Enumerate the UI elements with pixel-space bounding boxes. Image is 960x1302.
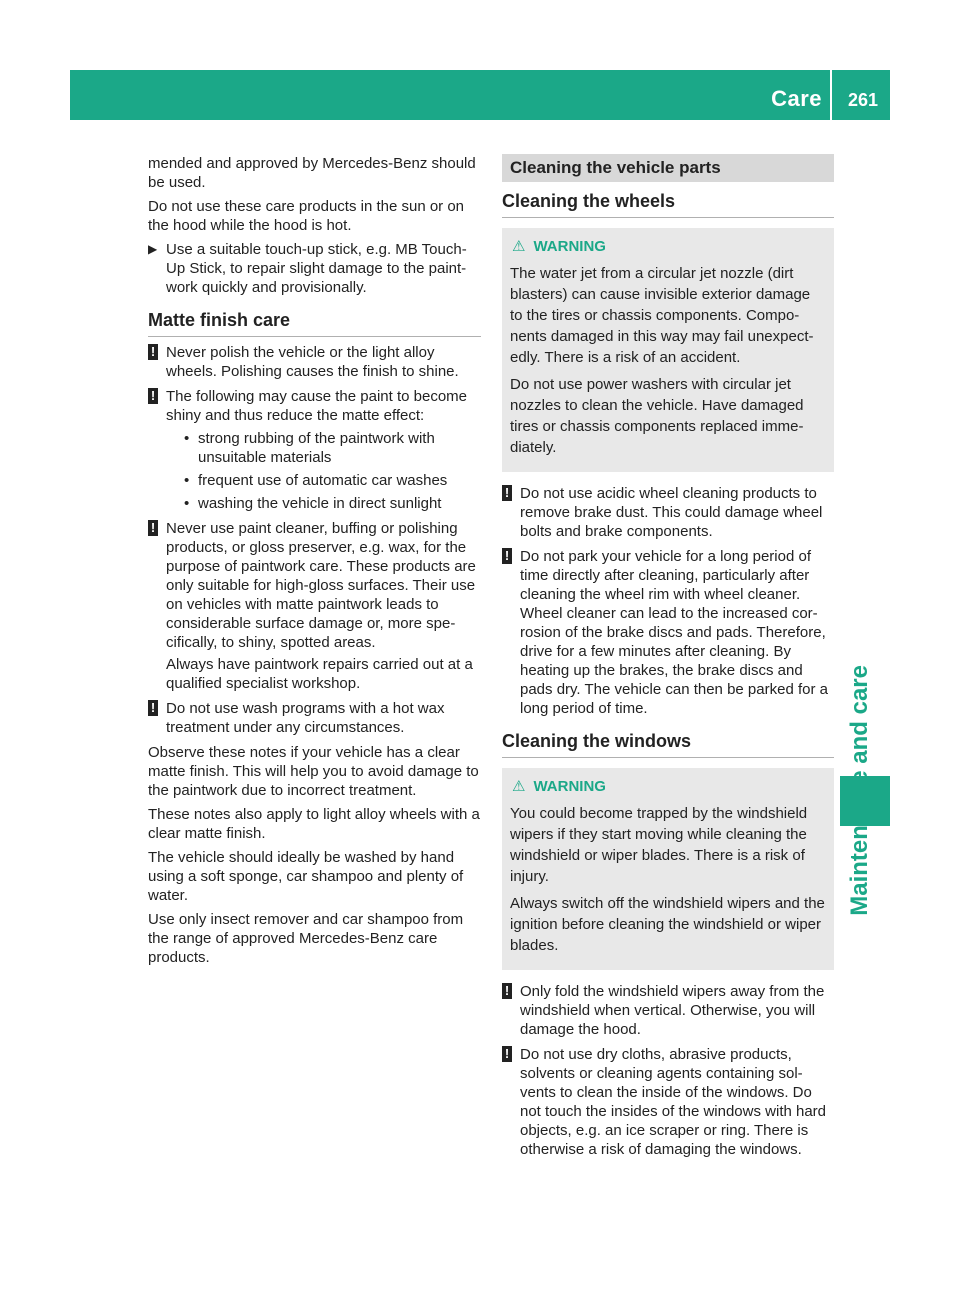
caution-note [502, 547, 834, 718]
warning-text: Always switch off the windshield wipers and the ignition before cleaning the windshield or wiper blades. [510, 895, 825, 954]
exclamation-icon: ! [502, 485, 512, 501]
body-paragraph: Use only insect remover and car shampoo from the range of approved Mercedes-Benz care products. [148, 911, 464, 966]
note-text: Only fold the windshield wipers away from the windshield when vertical. Otherwise, you will damage the hood. [520, 983, 825, 1038]
warning-box [502, 228, 834, 472]
bullet-icon: • [184, 430, 190, 447]
header-bar [70, 70, 890, 120]
side-tab [840, 160, 890, 1290]
caution-note [148, 387, 481, 513]
warning-text: Do not use power washers with circular jet nozzles to clean the vehicle. Have damaged tires or chassis components replaced imme-diately. [510, 376, 804, 456]
exclamation-icon: ! [148, 520, 158, 536]
intro-paragraph: mended and approved by Mercedes-Benz should be used. [148, 155, 476, 191]
side-tab-marker [840, 776, 890, 826]
exclamation-icon: ! [148, 388, 158, 404]
page-number: 261 [847, 90, 878, 110]
right-column [502, 154, 834, 1165]
body-paragraph: These notes also apply to light alloy wheels with a clear matte finish. [148, 806, 480, 842]
caution-note [148, 519, 481, 693]
note-text: Do not use wash programs with a hot wax treatment under any circumstances. [166, 700, 445, 736]
instruction-text: Use a suitable touch-up stick, e.g. MB Touch-Up Stick, to repair slight damage to the paint-work quickly and provisionally. [166, 241, 467, 296]
heading-matte-finish: Matte finish care [148, 311, 481, 337]
bullet-icon: • [184, 472, 190, 489]
warning-icon: ⚠ [512, 238, 526, 255]
body-paragraph: The vehicle should ideally be washed by hand using a soft sponge, car shampoo and plenty of water. [148, 849, 464, 904]
bullet-list [184, 429, 481, 513]
caution-note [148, 343, 481, 381]
caution-note [502, 484, 834, 541]
section-title: Care [771, 86, 822, 111]
note-text: Do not use dry cloths, abrasive products, solvents or cleaning agents containing sol-vents to clean the inside of the windows. Do not touch the insides of the windows with hard objects, e.g. an ice scraper or ring. There is otherwise a risk of damaging the windows. [520, 1046, 827, 1158]
exclamation-icon: ! [148, 700, 158, 716]
warning-icon: ⚠ [512, 778, 526, 795]
warning-box [502, 768, 834, 970]
bullet-icon: • [184, 495, 190, 512]
list-item: • washing the vehicle in direct sunlight [184, 495, 442, 512]
exclamation-icon: ! [502, 1046, 512, 1062]
list-item: • strong rubbing of the paintwork with unsuitable materials [184, 430, 435, 466]
heading-cleaning-windows: Cleaning the windows [502, 732, 834, 758]
note-text: Never polish the vehicle or the light alloy wheels. Polishing causes the finish to shine. [166, 344, 459, 380]
section-heading: Cleaning the vehicle parts [502, 154, 834, 182]
left-column [148, 154, 481, 972]
exclamation-icon: ! [502, 548, 512, 564]
body-paragraph: Observe these notes if your vehicle has a clear matte finish. This will help you to avoid damage to the paintwork due to incorrect treatment. [148, 744, 479, 799]
intro-paragraph: Do not use these care products in the sun or on the hood while the hood is hot. [148, 198, 465, 234]
heading-cleaning-wheels: Cleaning the wheels [502, 192, 834, 218]
note-text: The following may cause the paint to become shiny and thus reduce the matte effect: [166, 388, 468, 424]
note-text: Always have paintwork repairs carried out at a qualified specialist workshop. [166, 656, 473, 692]
exclamation-icon: ! [502, 983, 512, 999]
list-item: • frequent use of automatic car washes [184, 472, 448, 489]
warning-text: You could become trapped by the windshield wipers if they start moving while cleaning the windshield or wiper blades. There is a risk of injury. [510, 805, 808, 885]
warning-title: ⚠ WARNING [512, 778, 606, 795]
arrow-icon: ▶ [148, 242, 158, 256]
warning-title: ⚠ WARNING [512, 238, 606, 255]
caution-note [502, 1045, 834, 1159]
exclamation-icon: ! [148, 344, 158, 360]
header-divider [830, 70, 832, 120]
warning-text: The water jet from a circular jet nozzle (dirt blasters) can cause invisible exterior damage to the tires or chassis components. Compo-nents damaged in this way may fail unexpect-edly. There is a risk of an accident. [510, 265, 814, 366]
note-text: Never use paint cleaner, buffing or polishing products, or gloss preserver, e.g. wax, for the purpose of paintwork care. These products are only suitable for high-gloss surfaces. Their use on vehicles with matte paintwork leads to considerable surface damage or, more spe-cifically, to shiny, spotted areas. [166, 520, 476, 651]
note-text: Do not use acidic wheel cleaning products to remove brake dust. This could damage wheel bolts and brake components. [520, 485, 823, 540]
note-text: Do not park your vehicle for a long period of time directly after cleaning, particularly after cleaning the wheel rim with wheel cleaner. Wheel cleaner can lead to the increased cor-rosion of the brake discs and pads. Therefore, drive for a few minutes after cleaning. By heating up the brakes, the brake discs and pads dry. The vehicle can then be parked for a long period of time. [520, 548, 828, 717]
instruction-step [148, 240, 481, 297]
caution-note [148, 699, 481, 737]
caution-note [502, 982, 834, 1039]
